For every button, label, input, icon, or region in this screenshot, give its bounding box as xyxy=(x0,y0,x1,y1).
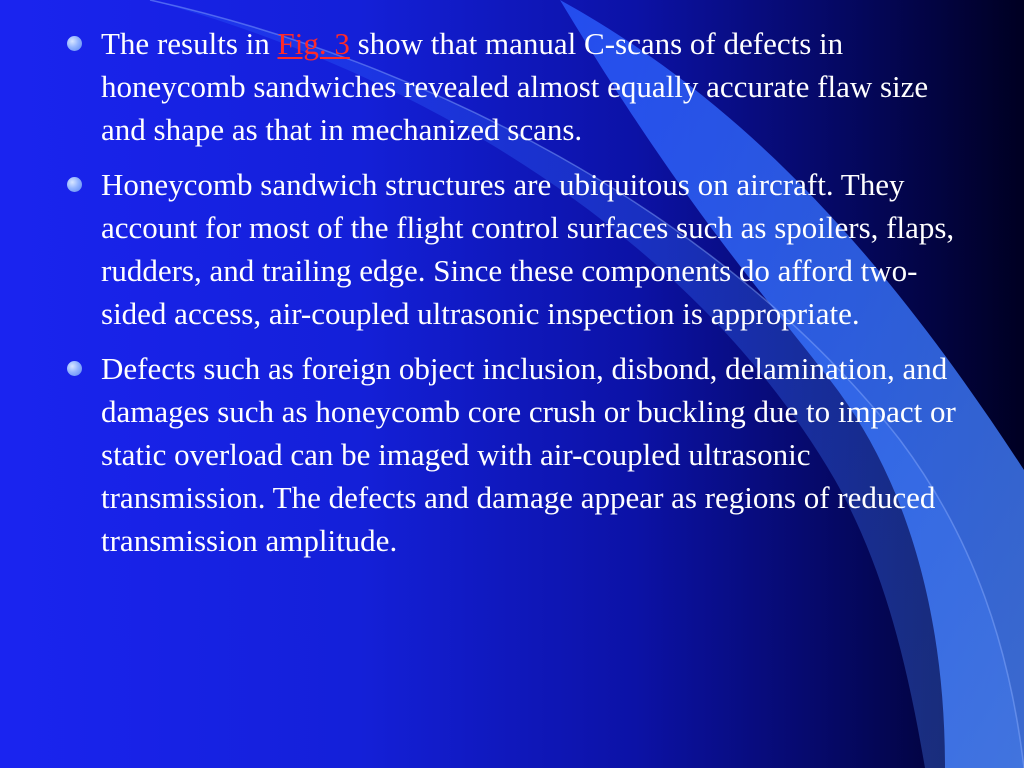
bullet-item-results xyxy=(64,22,964,151)
circle-bullet-icon xyxy=(67,177,82,192)
bullet-text: Defects such as foreign object inclusion, disbond, delamination, and damages such as honeycomb core crush or buckling due to impact or static overload can be imaged with air-coupled ultrasonic transmission. The defects and damage appear as regions of reduced transmission amplitude. xyxy=(101,351,956,558)
bullet-list xyxy=(64,22,964,562)
bullet-item-honeycomb xyxy=(64,163,964,335)
fig-3-link[interactable]: Fig. 3 xyxy=(277,26,350,61)
bullet-text: Honeycomb sandwich structures are ubiquitous on aircraft. They account for most of the flight control surfaces such as spoilers, flaps, rudders, and trailing edge. Since these components do afford two-sided access, air-coupled ultrasonic inspection is appropriate. xyxy=(101,167,955,331)
bullet-text-after-link: show that manual C-scans of defects in honeycomb sandwiches revealed almost equally accurate flaw size and shape as that in mechanized scans. xyxy=(101,26,929,147)
circle-bullet-icon xyxy=(67,36,82,51)
bullet-text-before-link: The results in xyxy=(101,26,278,61)
slide-body xyxy=(64,22,964,574)
bullet-item-defects xyxy=(64,347,964,562)
circle-bullet-icon xyxy=(67,361,82,376)
